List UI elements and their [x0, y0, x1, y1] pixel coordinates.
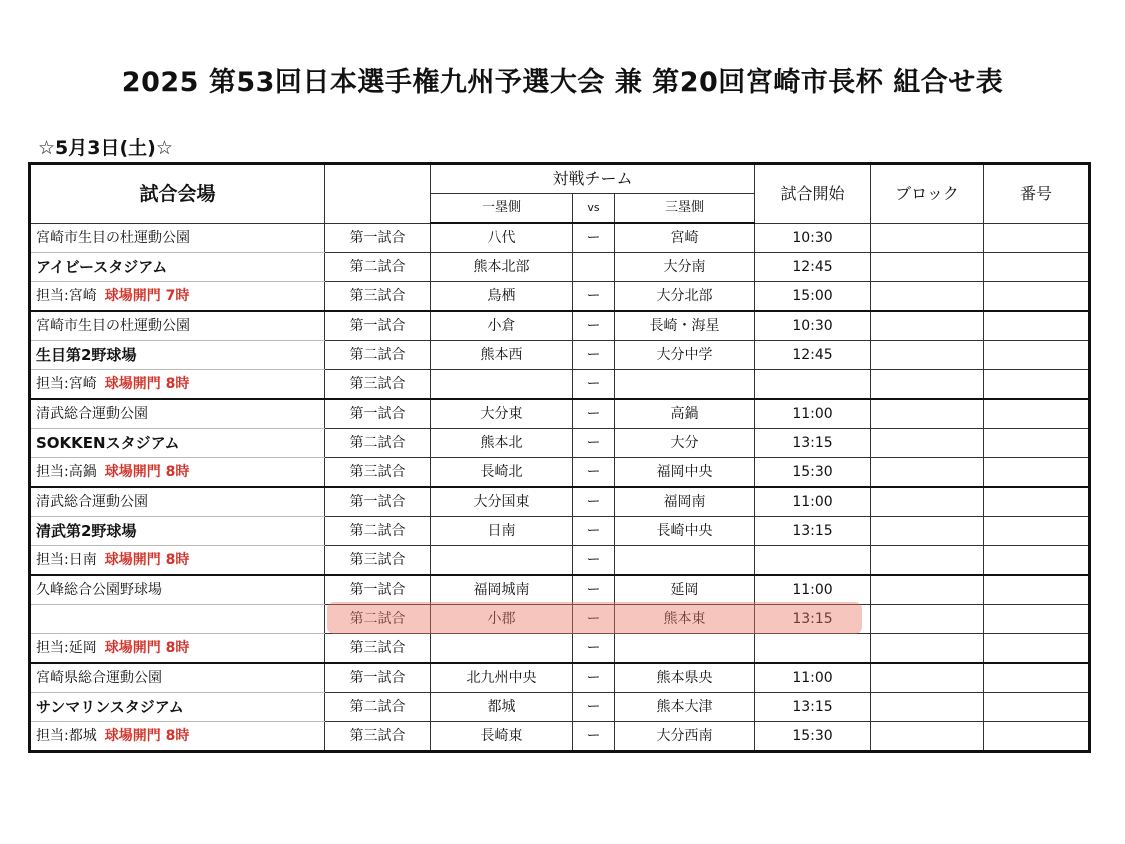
team-third-base: 大分中学 [615, 341, 755, 370]
block-cell [871, 341, 984, 370]
header-game-blank [325, 164, 431, 224]
team-first-base: 八代 [431, 223, 573, 253]
vs-mark: ー [573, 370, 615, 400]
start-time: 13:15 [755, 429, 871, 458]
start-time: 15:30 [755, 722, 871, 752]
match-row [30, 663, 1090, 693]
block-cell [871, 370, 984, 400]
team-third-base [615, 546, 755, 576]
start-time: 10:30 [755, 311, 871, 341]
number-cell [984, 605, 1090, 634]
stadium-name: 生目第2野球場 [30, 341, 325, 370]
game-number: 第一試合 [325, 663, 431, 693]
team-third-base: 大分南 [615, 253, 755, 282]
vs-mark: ー [573, 693, 615, 722]
stadium-name: アイビースタジアム [30, 253, 325, 282]
gate-open-time: 球場開門 7時 [104, 288, 190, 304]
venue-staff-cell [30, 282, 325, 312]
staff-label: 担当:延岡 [36, 640, 97, 656]
game-number: 第三試合 [325, 370, 431, 400]
block-cell [871, 693, 984, 722]
number-cell [984, 487, 1090, 517]
match-row [30, 634, 1090, 664]
game-number: 第一試合 [325, 311, 431, 341]
block-cell [871, 458, 984, 488]
team-third-base: 大分北部 [615, 282, 755, 312]
block-cell [871, 311, 984, 341]
gate-open-time: 球場開門 8時 [104, 640, 190, 656]
start-time: 11:00 [755, 663, 871, 693]
vs-mark: ー [573, 487, 615, 517]
header-teams: 対戦チーム [431, 164, 755, 194]
staff-label: 担当:都城 [36, 728, 97, 744]
game-number: 第二試合 [325, 605, 431, 634]
stadium-name: サンマリンスタジアム [30, 693, 325, 722]
block-cell [871, 575, 984, 605]
team-first-base: 鳥栖 [431, 282, 573, 312]
staff-label: 担当:宮崎 [36, 288, 97, 304]
staff-label: 担当:日南 [36, 552, 97, 568]
vs-mark [573, 253, 615, 282]
vs-mark: ー [573, 722, 615, 752]
start-time: 15:30 [755, 458, 871, 488]
team-third-base [615, 370, 755, 400]
staff-label: 担当:宮崎 [36, 376, 97, 392]
team-third-base: 大分西南 [615, 722, 755, 752]
header-third-base: 三塁側 [615, 194, 755, 224]
start-time [755, 546, 871, 576]
team-first-base: 北九州中央 [431, 663, 573, 693]
game-number: 第三試合 [325, 458, 431, 488]
gate-open-time: 球場開門 8時 [104, 376, 190, 392]
game-number: 第二試合 [325, 693, 431, 722]
start-time: 12:45 [755, 341, 871, 370]
team-first-base: 福岡城南 [431, 575, 573, 605]
venue-name: 宮崎県総合運動公園 [30, 663, 325, 693]
venue-name: 宮崎市生目の杜運動公園 [30, 223, 325, 253]
header-vs: vs [573, 194, 615, 224]
vs-mark: ー [573, 458, 615, 488]
header-start: 試合開始 [755, 164, 871, 224]
match-row [30, 458, 1090, 488]
team-third-base: 熊本東 [615, 605, 755, 634]
match-row [30, 429, 1090, 458]
schedule-table [28, 162, 1091, 753]
header-venue: 試合会場 [30, 164, 325, 224]
start-time: 11:00 [755, 399, 871, 429]
number-cell [984, 370, 1090, 400]
schedule-table-wrapper [28, 162, 1091, 753]
venue-name: 清武総合運動公園 [30, 399, 325, 429]
number-cell [984, 282, 1090, 312]
venue-name: 久峰総合公園野球場 [30, 575, 325, 605]
team-first-base: 大分国東 [431, 487, 573, 517]
number-cell [984, 663, 1090, 693]
header-first-base: 一塁側 [431, 194, 573, 224]
team-first-base: 熊本西 [431, 341, 573, 370]
team-first-base: 小郡 [431, 605, 573, 634]
block-cell [871, 429, 984, 458]
number-cell [984, 341, 1090, 370]
team-first-base: 熊本北部 [431, 253, 573, 282]
staff-label: 担当:高鍋 [36, 464, 97, 480]
match-row [30, 399, 1090, 429]
vs-mark: ー [573, 634, 615, 664]
block-cell [871, 282, 984, 312]
header-block: ブロック [871, 164, 984, 224]
game-number: 第三試合 [325, 282, 431, 312]
block-cell [871, 634, 984, 664]
venue-staff-cell [30, 458, 325, 488]
team-third-base: 福岡中央 [615, 458, 755, 488]
block-cell [871, 517, 984, 546]
team-third-base: 宮崎 [615, 223, 755, 253]
vs-mark: ー [573, 546, 615, 576]
match-row [30, 341, 1090, 370]
gate-open-time: 球場開門 8時 [104, 728, 190, 744]
start-time [755, 370, 871, 400]
start-time: 11:00 [755, 575, 871, 605]
start-time: 12:45 [755, 253, 871, 282]
game-number: 第一試合 [325, 575, 431, 605]
number-cell [984, 634, 1090, 664]
match-row [30, 546, 1090, 576]
game-number: 第二試合 [325, 253, 431, 282]
stadium-name: 清武第2野球場 [30, 517, 325, 546]
number-cell [984, 399, 1090, 429]
vs-mark: ー [573, 517, 615, 546]
game-number: 第三試合 [325, 722, 431, 752]
team-first-base: 都城 [431, 693, 573, 722]
team-third-base: 延岡 [615, 575, 755, 605]
number-cell [984, 517, 1090, 546]
team-first-base: 大分東 [431, 399, 573, 429]
team-third-base: 福岡南 [615, 487, 755, 517]
block-cell [871, 722, 984, 752]
match-row [30, 223, 1090, 253]
vs-mark: ー [573, 282, 615, 312]
start-time: 11:00 [755, 487, 871, 517]
vs-mark: ー [573, 311, 615, 341]
team-third-base: 熊本県央 [615, 663, 755, 693]
team-third-base: 長崎中央 [615, 517, 755, 546]
game-number: 第一試合 [325, 223, 431, 253]
match-row [30, 311, 1090, 341]
game-number: 第三試合 [325, 634, 431, 664]
game-number: 第一試合 [325, 399, 431, 429]
number-cell [984, 693, 1090, 722]
start-time: 13:15 [755, 517, 871, 546]
team-first-base: 長崎東 [431, 722, 573, 752]
vs-mark: ー [573, 605, 615, 634]
number-cell [984, 223, 1090, 253]
match-row [30, 253, 1090, 282]
number-cell [984, 546, 1090, 576]
game-number: 第一試合 [325, 487, 431, 517]
game-number: 第二試合 [325, 341, 431, 370]
venue-staff-cell [30, 370, 325, 400]
game-number: 第二試合 [325, 517, 431, 546]
match-row [30, 282, 1090, 312]
team-first-base: 長崎北 [431, 458, 573, 488]
number-cell [984, 722, 1090, 752]
game-number: 第二試合 [325, 429, 431, 458]
start-time: 13:15 [755, 605, 871, 634]
block-cell [871, 663, 984, 693]
match-row [30, 517, 1090, 546]
team-third-base: 熊本大津 [615, 693, 755, 722]
number-cell [984, 311, 1090, 341]
vs-mark: ー [573, 575, 615, 605]
start-time: 15:00 [755, 282, 871, 312]
venue-name: 宮崎市生目の杜運動公園 [30, 311, 325, 341]
team-third-base: 長崎・海星 [615, 311, 755, 341]
block-cell [871, 399, 984, 429]
team-first-base [431, 370, 573, 400]
venue-staff-cell [30, 546, 325, 576]
block-cell [871, 487, 984, 517]
date-label: ☆5月3日(土)☆ [38, 137, 173, 159]
start-time: 13:15 [755, 693, 871, 722]
venue-name: 清武総合運動公園 [30, 487, 325, 517]
gate-open-time: 球場開門 8時 [104, 552, 190, 568]
team-first-base: 熊本北 [431, 429, 573, 458]
number-cell [984, 458, 1090, 488]
team-first-base: 小倉 [431, 311, 573, 341]
team-third-base: 高鍋 [615, 399, 755, 429]
start-time [755, 634, 871, 664]
team-first-base: 日南 [431, 517, 573, 546]
stadium-name [30, 605, 325, 634]
start-time: 10:30 [755, 223, 871, 253]
team-third-base: 大分 [615, 429, 755, 458]
number-cell [984, 429, 1090, 458]
page-title: 2025 第53回日本選手権九州予選大会 兼 第20回宮崎市長杯 組合せ表 [121, 67, 1004, 98]
number-cell [984, 575, 1090, 605]
game-number: 第三試合 [325, 546, 431, 576]
header-number: 番号 [984, 164, 1090, 224]
vs-mark: ー [573, 429, 615, 458]
vs-mark: ー [573, 223, 615, 253]
team-first-base [431, 634, 573, 664]
gate-open-time: 球場開門 8時 [104, 464, 190, 480]
stadium-name: SOKKENスタジアム [30, 429, 325, 458]
team-first-base [431, 546, 573, 576]
number-cell [984, 253, 1090, 282]
vs-mark: ー [573, 663, 615, 693]
block-cell [871, 223, 984, 253]
venue-staff-cell [30, 722, 325, 752]
venue-staff-cell [30, 634, 325, 664]
vs-mark: ー [573, 399, 615, 429]
match-row [30, 370, 1090, 400]
block-cell [871, 605, 984, 634]
team-third-base [615, 634, 755, 664]
schedule-body [30, 223, 1090, 752]
match-row [30, 487, 1090, 517]
vs-mark: ー [573, 341, 615, 370]
match-row [30, 722, 1090, 752]
match-row [30, 605, 1090, 634]
match-row [30, 575, 1090, 605]
block-cell [871, 546, 984, 576]
match-row [30, 693, 1090, 722]
block-cell [871, 253, 984, 282]
